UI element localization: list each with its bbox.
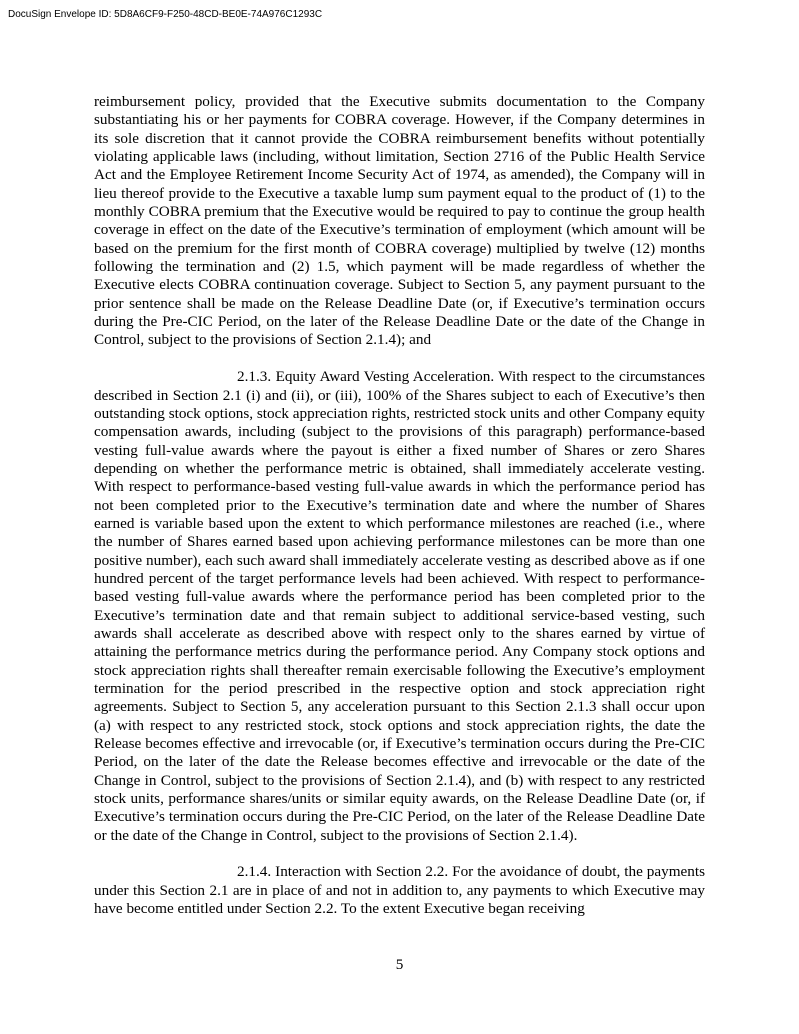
document-body (94, 93, 705, 937)
docusign-envelope-id: DocuSign Envelope ID: 5D8A6CF9-F250-48CD-BE0E-74A976C1293C (8, 9, 323, 20)
paragraph-cobra-reimbursement: reimbursement policy, provided that the Executive submits documentation to the Company substantiating his or her payments for COBRA coverage. However, if the Company determines in its sole discretion that it cannot provide the COBRA reimbursement benefits without potentially violating applicable laws (including, without limitation, Section 2716 of the Public Health Service Act and the Employee Retirement Income Security Act of 1974, as amended), the Company will in lieu thereof provide to the Executive a taxable lump sum payment equal to the product of (1) to the monthly COBRA premium that the Executive would be required to pay to continue the group health coverage in effect on the date of the Executive’s termination of employment (which amount will be based on the premium for the first month of COBRA coverage) multiplied by twelve (12) months following the termination and (2) 1.5, which payment will be made regardless of whether the Executive elects COBRA continuation coverage. Subject to Section 5, any payment pursuant to the prior sentence shall be made on the Release Deadline Date (or, if Executive’s termination occurs during the Pre-CIC Period, on the later of the Release Deadline Date or the date of the Change in Control, subject to the provisions of Section 2.1.4); and (94, 93, 705, 349)
paragraph-equity-award-vesting-acceleration: 2.1.3. Equity Award Vesting Acceleration. With respect to the circumstances described in Section 2.1 (i) and (ii), or (iii), 100% of the Shares subject to each of Executive’s then outstanding stock options, stock appreciation rights, restricted stock units and other Company equity compensation awards, including (subject to the provisions of this paragraph) performance-based vesting full-value awards where the payout is either a fixed number of Shares or zero Shares depending on whether the performance metric is obtained, shall immediately accelerate vesting. With respect to performance-based vesting full-value awards in which the performance period has not been completed prior to the Executive’s termination date and where the number of Shares earned is variable based upon the extent to which performance milestones are reached (i.e., where the number of Shares earned based upon achieving performance milestones can be more than one positive number), each such award shall immediately accelerate vesting as described above as if one hundred percent of the target performance levels had been achieved. With respect to performance-based vesting full-value awards where the performance period has been completed prior to the Executive’s termination date and that remain subject to additional service-based vesting, such awards shall accelerate as described above with respect only to the shares earned by virtue of attaining the performance metrics during the performance period. Any Company stock options and stock appreciation rights shall thereafter remain exercisable following the Executive’s employment termination for the period prescribed in the respective option and stock appreciation right agreements. Subject to Section 5, any acceleration pursuant to this Section 2.1.3 shall occur upon (a) with respect to any restricted stock, stock options and stock appreciation rights, the date the Release becomes effective and irrevocable (or, if Executive’s termination occurs during the Pre-CIC Period, on the later of the date the Release becomes effective and irrevocable or the date of the Change in Control, subject to the provisions of Section 2.1.4), and (b) with respect to any restricted stock units, performance shares/units or similar equity awards, on the Release Deadline Date (or, if Executive’s termination occurs during the Pre-CIC Period, on the later of the Release Deadline Date or the date of the Change in Control, subject to the provisions of Section 2.1.4). (94, 368, 705, 844)
paragraph-interaction-with-section-2-2: 2.1.4. Interaction with Section 2.2. For the avoidance of doubt, the payments under this Section 2.1 are in place of and not in addition to, any payments to which Executive may have become entitled under Section 2.2. To the extent Executive began receiving (94, 863, 705, 918)
page-number: 5 (395, 956, 404, 973)
